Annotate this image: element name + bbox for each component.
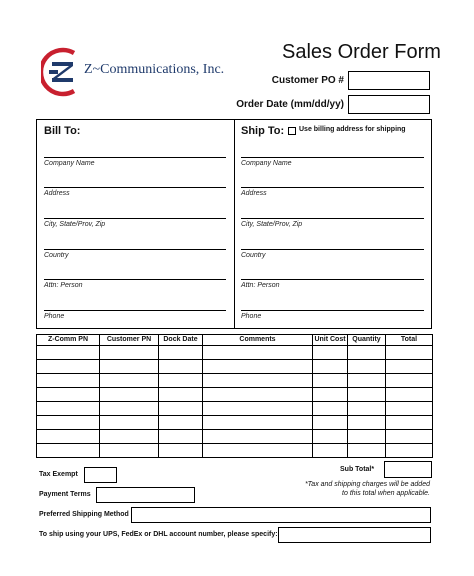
bill-company-label: Company Name (44, 160, 95, 167)
table-cell[interactable] (386, 444, 433, 458)
col-header-zcomm-pn: Z-Comm PN (37, 335, 100, 346)
ship-company-label: Company Name (241, 160, 292, 167)
subtotal-label: Sub Total* (340, 466, 375, 473)
table-row (37, 430, 433, 444)
table-cell[interactable] (203, 430, 313, 444)
table-row (37, 374, 433, 388)
use-billing-checkbox[interactable] (288, 127, 296, 135)
logo-bar-bottom (52, 78, 73, 82)
table-cell[interactable] (159, 374, 203, 388)
table-cell[interactable] (386, 360, 433, 374)
account-number-label: To ship using your UPS, FedEx or DHL account number, please specify: (39, 531, 278, 538)
table-cell[interactable] (313, 374, 348, 388)
table-cell[interactable] (159, 416, 203, 430)
table-row (37, 360, 433, 374)
use-billing-label: Use billing address for shipping (299, 126, 406, 133)
table-cell[interactable] (159, 388, 203, 402)
subtotal-note-line1: *Tax and shipping charges will be added (304, 481, 430, 488)
table-cell[interactable] (159, 360, 203, 374)
table-cell[interactable] (386, 374, 433, 388)
table-cell[interactable] (348, 374, 386, 388)
table-cell[interactable] (386, 430, 433, 444)
bill-address-label: Address (44, 190, 70, 197)
table-cell[interactable] (203, 374, 313, 388)
table-cell[interactable] (203, 360, 313, 374)
table-cell[interactable] (203, 402, 313, 416)
col-header-total: Total (386, 335, 433, 346)
table-row (37, 346, 433, 360)
logo-bar-top (52, 62, 73, 66)
ship-company-line[interactable] (241, 157, 424, 158)
table-cell[interactable] (37, 444, 100, 458)
ship-address-line[interactable] (241, 187, 424, 188)
customer-po-label: Customer PO # (271, 75, 344, 86)
company-logo-icon (41, 46, 81, 98)
table-cell[interactable] (313, 346, 348, 360)
col-header-comments: Comments (203, 335, 313, 346)
table-cell[interactable] (37, 360, 100, 374)
table-cell[interactable] (313, 360, 348, 374)
tax-exempt-label: Tax Exempt (39, 471, 78, 478)
table-cell[interactable] (348, 430, 386, 444)
table-cell[interactable] (313, 444, 348, 458)
table-cell[interactable] (100, 360, 159, 374)
bill-address-line[interactable] (44, 187, 226, 188)
bill-country-label: Country (44, 252, 69, 259)
account-number-field[interactable] (278, 527, 431, 543)
order-date-label: Order Date (mm/dd/yy) (236, 99, 344, 110)
ship-phone-label: Phone (241, 313, 262, 320)
table-cell[interactable] (100, 388, 159, 402)
form-title: Sales Order Form (282, 41, 441, 63)
table-row (37, 388, 433, 402)
table-cell[interactable] (100, 444, 159, 458)
table-cell[interactable] (37, 402, 100, 416)
table-cell[interactable] (386, 346, 433, 360)
table-row (37, 444, 433, 458)
table-row (37, 402, 433, 416)
items-header-row (37, 335, 433, 346)
ship-country-line[interactable] (241, 249, 424, 250)
company-name: Z~Communications, Inc. (84, 62, 225, 77)
table-cell[interactable] (159, 444, 203, 458)
address-divider (234, 119, 235, 329)
bill-phone-label: Phone (44, 313, 65, 320)
table-cell[interactable] (348, 360, 386, 374)
col-header-customer-pn: Customer PN (100, 335, 159, 346)
table-cell[interactable] (313, 430, 348, 444)
bill-attn-label: Attn: Person (44, 282, 83, 289)
table-cell[interactable] (348, 346, 386, 360)
table-cell[interactable] (100, 430, 159, 444)
table-cell[interactable] (100, 416, 159, 430)
logo-bar-mid (49, 70, 58, 74)
bill-country-line[interactable] (44, 249, 226, 250)
items-table (36, 334, 433, 458)
ship-country-label: Country (241, 252, 266, 259)
ship-to-title: Ship To: (241, 125, 285, 137)
ship-address-label: Address (241, 190, 267, 197)
table-cell[interactable] (313, 416, 348, 430)
bill-city-label: City, State/Prov, Zip (44, 221, 106, 228)
tax-exempt-field[interactable] (84, 467, 117, 483)
order-date-field[interactable] (348, 95, 430, 114)
bill-to-title: Bill To: (44, 125, 81, 137)
ship-attn-line[interactable] (241, 279, 424, 280)
table-cell[interactable] (37, 374, 100, 388)
table-cell[interactable] (159, 346, 203, 360)
payment-terms-label: Payment Terms (39, 491, 91, 498)
table-cell[interactable] (348, 444, 386, 458)
bill-phone-line[interactable] (44, 310, 226, 311)
table-cell[interactable] (386, 402, 433, 416)
table-cell[interactable] (348, 388, 386, 402)
table-cell[interactable] (37, 388, 100, 402)
table-cell[interactable] (313, 402, 348, 416)
table-cell[interactable] (203, 346, 313, 360)
ship-city-label: City, State/Prov, Zip (241, 221, 303, 228)
ship-city-line[interactable] (241, 218, 424, 219)
table-cell[interactable] (37, 346, 100, 360)
ship-phone-line[interactable] (241, 310, 424, 311)
table-cell[interactable] (159, 402, 203, 416)
shipping-method-field[interactable] (131, 507, 431, 523)
bill-city-line[interactable] (44, 218, 226, 219)
payment-terms-field[interactable] (96, 487, 195, 503)
subtotal-field[interactable] (384, 461, 432, 478)
table-cell[interactable] (386, 388, 433, 402)
table-cell[interactable] (203, 416, 313, 430)
col-header-unit-cost: Unit Cost (313, 335, 348, 346)
subtotal-note-line2: to this total when applicable. (342, 490, 430, 497)
table-cell[interactable] (100, 346, 159, 360)
col-header-quantity: Quantity (348, 335, 386, 346)
table-cell[interactable] (37, 416, 100, 430)
shipping-method-label: Preferred Shipping Method (39, 511, 129, 518)
col-header-dock-date: Dock Date (159, 335, 203, 346)
table-cell[interactable] (37, 430, 100, 444)
bill-attn-line[interactable] (44, 279, 226, 280)
table-cell[interactable] (100, 402, 159, 416)
bill-company-line[interactable] (44, 157, 226, 158)
table-cell[interactable] (348, 402, 386, 416)
table-cell[interactable] (100, 374, 159, 388)
ship-attn-label: Attn: Person (241, 282, 280, 289)
table-cell[interactable] (159, 430, 203, 444)
table-cell[interactable] (203, 388, 313, 402)
table-cell[interactable] (313, 388, 348, 402)
table-cell[interactable] (348, 416, 386, 430)
customer-po-field[interactable] (348, 71, 430, 90)
table-cell[interactable] (203, 444, 313, 458)
table-row (37, 416, 433, 430)
table-cell[interactable] (386, 416, 433, 430)
